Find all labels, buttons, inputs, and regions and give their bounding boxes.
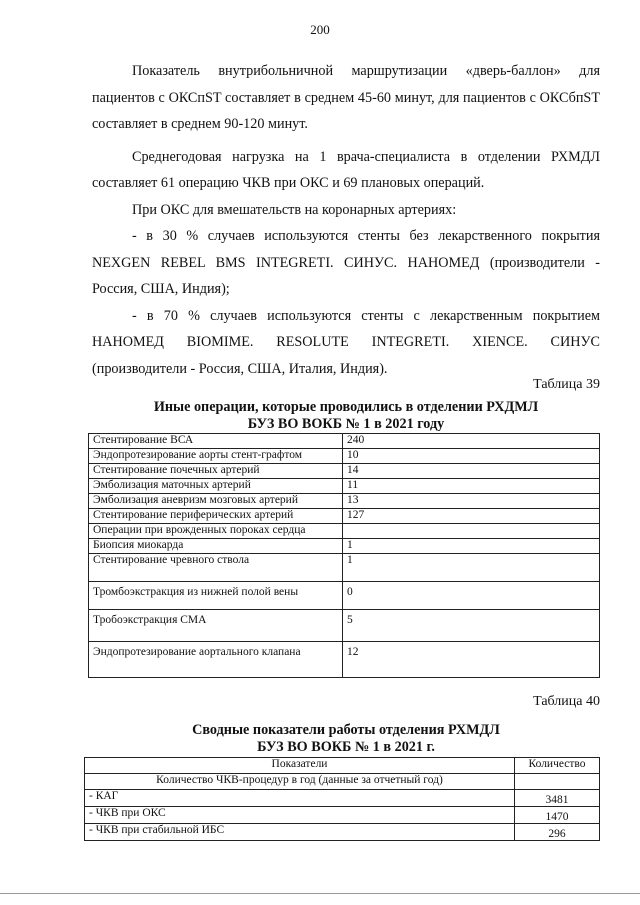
- table-cell-name: Эмболизация маточных артерий: [89, 479, 343, 494]
- table39-caption-line1: Иные операции, которые проводились в отделении РХДМЛ: [153, 399, 539, 415]
- table-cell-name: Эмболизация аневризм мозговых артерий: [89, 494, 343, 509]
- table-cell-name: Стентирование ВСА: [89, 434, 343, 449]
- table-cell-name: Операции при врожденных пороках сердца: [89, 524, 343, 539]
- table-row: [85, 807, 600, 824]
- table-cell-value: 1: [343, 539, 600, 554]
- table-row: [89, 464, 600, 479]
- table-row: [89, 434, 600, 449]
- table-row: [89, 479, 600, 494]
- table39-caption: [92, 399, 600, 433]
- table-cell-value: 0: [343, 582, 600, 610]
- table-cell-name: - ЧКВ при стабильной ИБС: [85, 824, 515, 841]
- table40-label: Таблица 40: [533, 694, 600, 709]
- table-cell-name: - ЧКВ при ОКС: [85, 807, 515, 824]
- table-cell-name: - КАГ: [85, 790, 515, 807]
- table-section-row: [85, 774, 600, 790]
- table-cell-name: Биопсия миокарда: [89, 539, 343, 554]
- table-cell-value: 1470: [515, 807, 600, 824]
- table-cell-value: 13: [343, 494, 600, 509]
- page-number: 200: [310, 22, 330, 37]
- paragraph-door-balloon: Показатель внутрибольничной маршрутизации «дверь-баллон» для пациентов с ОКСпST составляет в среднем 45-60 минут, для пациентов с ОКСбпST составляет в среднем 90-120 минут.: [92, 63, 600, 132]
- table40-caption-line2: БУЗ ВО ВОКБ № 1 в 2021 г.: [257, 739, 435, 755]
- bottom-rule: [0, 893, 640, 894]
- table-row: [89, 509, 600, 524]
- body-text: [92, 58, 600, 382]
- table-row: [89, 449, 600, 464]
- table40-caption: [92, 722, 600, 756]
- table-row: [89, 610, 600, 642]
- table-cell-value: 10: [343, 449, 600, 464]
- table-header-row: [85, 758, 600, 774]
- table-row: [89, 642, 600, 678]
- table-cell-value: 12: [343, 642, 600, 678]
- table-row: [89, 539, 600, 554]
- table-cell-value: 14: [343, 464, 600, 479]
- table-cell-name: Стентирование чревного ствола: [89, 554, 343, 582]
- table-cell-name: Эндопротезирование аортального клапана: [89, 642, 343, 678]
- table-row: [89, 582, 600, 610]
- table40-caption-line1: Сводные показатели работы отделения РХМДЛ: [192, 722, 500, 738]
- table-row: [85, 824, 600, 841]
- table-row: [89, 554, 600, 582]
- paragraph-workload: Среднегодовая нагрузка на 1 врача-специалиста в отделении РХМДЛ составляет 61 операцию ЧКВ при ОКС и 69 плановых операций.: [92, 148, 600, 191]
- table-cell-name: Стентирование периферических артерий: [89, 509, 343, 524]
- table-cell-value: 127: [343, 509, 600, 524]
- table-cell-name: Стентирование почечных артерий: [89, 464, 343, 479]
- paragraph-oks-intro: При ОКС для вмешательств на коронарных артериях:: [132, 201, 457, 218]
- paragraph-bms-stents: - в 30 % случаев используются стенты без лекарственного покрытия NEXGEN REBEL BMS INTEGRETI. СИНУС. НАНОМЕД (производители - Россия, США, Индия);: [92, 228, 600, 297]
- table-cell-value: [515, 774, 600, 790]
- table39: [88, 433, 600, 678]
- table39-caption-line2: БУЗ ВО ВОКБ № 1 в 2021 году: [247, 416, 445, 432]
- paragraph-des-stents: - в 70 % случаев используются стенты с лекарственным покрытием НАНОМЕД BIOMIME. RESOLUTE INTEGRETI. XIENCE. СИНУС (производители - Россия, США, Италия, Индия).: [92, 307, 600, 377]
- table-cell-value: [343, 524, 600, 539]
- table-cell-name: Эндопротезирование аорты стент-графтом: [89, 449, 343, 464]
- table-cell-value: 11: [343, 479, 600, 494]
- table-cell-value: 1: [343, 554, 600, 582]
- table-cell-name: Тромбоэкстракция из нижней полой вены: [89, 582, 343, 610]
- table39-label: Таблица 39: [533, 377, 600, 392]
- table-cell-value: 240: [343, 434, 600, 449]
- header-indicator: Показатели: [85, 758, 515, 774]
- table-row: [85, 790, 600, 807]
- table-row: [89, 524, 600, 539]
- section-title: Количество ЧКВ-процедур в год (данные за отчетный год): [85, 774, 515, 790]
- table-cell-value: 3481: [515, 790, 600, 807]
- table-cell-value: 5: [343, 610, 600, 642]
- table40: [84, 757, 600, 841]
- table-row: [89, 494, 600, 509]
- table-cell-value: 296: [515, 824, 600, 841]
- header-quantity: Количество: [515, 758, 600, 774]
- table-cell-name: Тробоэкстракция СМА: [89, 610, 343, 642]
